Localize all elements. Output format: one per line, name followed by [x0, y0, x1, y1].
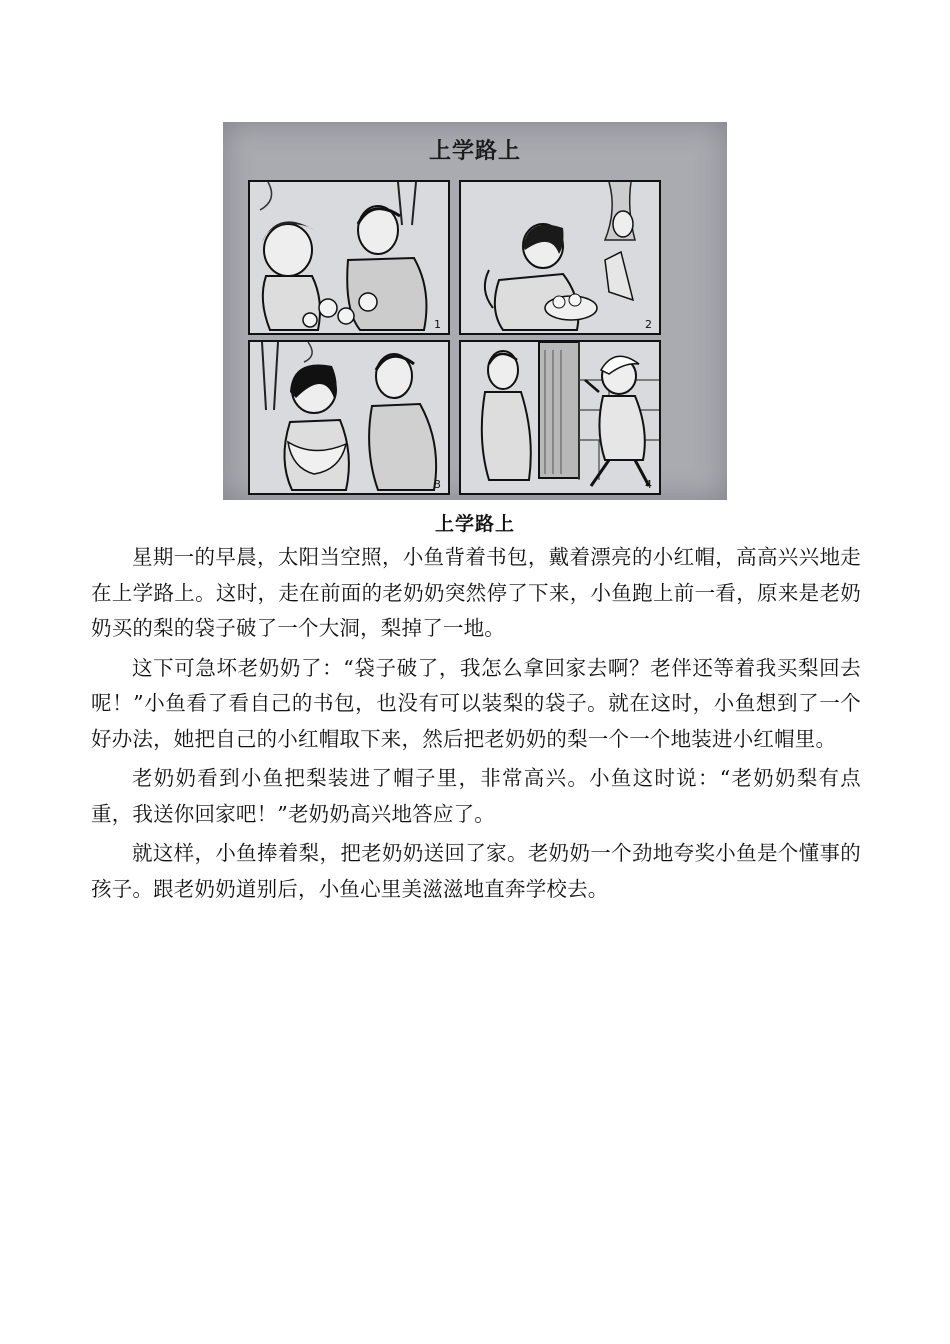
- story-paragraph-4: 就这样，小鱼捧着梨，把老奶奶送回了家。老奶奶一个劲地夸奖小鱼是个懂事的孩子。跟老奶奶道别后，小鱼心里美滋滋地直奔学校去。: [91, 841, 861, 901]
- panel-number: 4: [645, 478, 652, 491]
- comic-panel-1: [248, 180, 450, 335]
- story-body: [91, 540, 861, 911]
- story-paragraph-1: 星期一的早晨，太阳当空照，小鱼背着书包，戴着漂亮的小红帽，高高兴兴地走在上学路上。这时，走在前面的老奶奶突然停了下来，小鱼跑上前一看，原来是老奶奶买的梨的袋子破了一个大洞，梨掉了一地。: [91, 545, 861, 640]
- comic-panel-4: [459, 340, 661, 495]
- figure-title: 上学路上: [428, 139, 521, 164]
- comic-panel-3: [248, 340, 450, 495]
- panel-number: 2: [645, 318, 652, 331]
- story-paragraph-2: 这下可急坏老奶奶了：“袋子破了，我怎么拿回家去啊？老伴还等着我买梨回去呢！”小鱼看了看自己的书包，也没有可以装梨的袋子。就在这时，小鱼想到了一个好办法，她把自己的小红帽取下来，然后把老奶奶的梨一个一个地装进小红帽里。: [91, 655, 861, 751]
- figure-caption: 上学路上: [434, 513, 515, 535]
- panel-number: 3: [434, 478, 441, 491]
- story-paragraph-3: 老奶奶看到小鱼把梨装进了帽子里，非常高兴。小鱼这时说：“老奶奶梨有点重，我送你回家吧！”老奶奶高兴地答应了。: [91, 766, 861, 826]
- comic-figure: [223, 122, 727, 500]
- comic-panel-2: [459, 180, 661, 335]
- panel-number: 1: [434, 318, 441, 331]
